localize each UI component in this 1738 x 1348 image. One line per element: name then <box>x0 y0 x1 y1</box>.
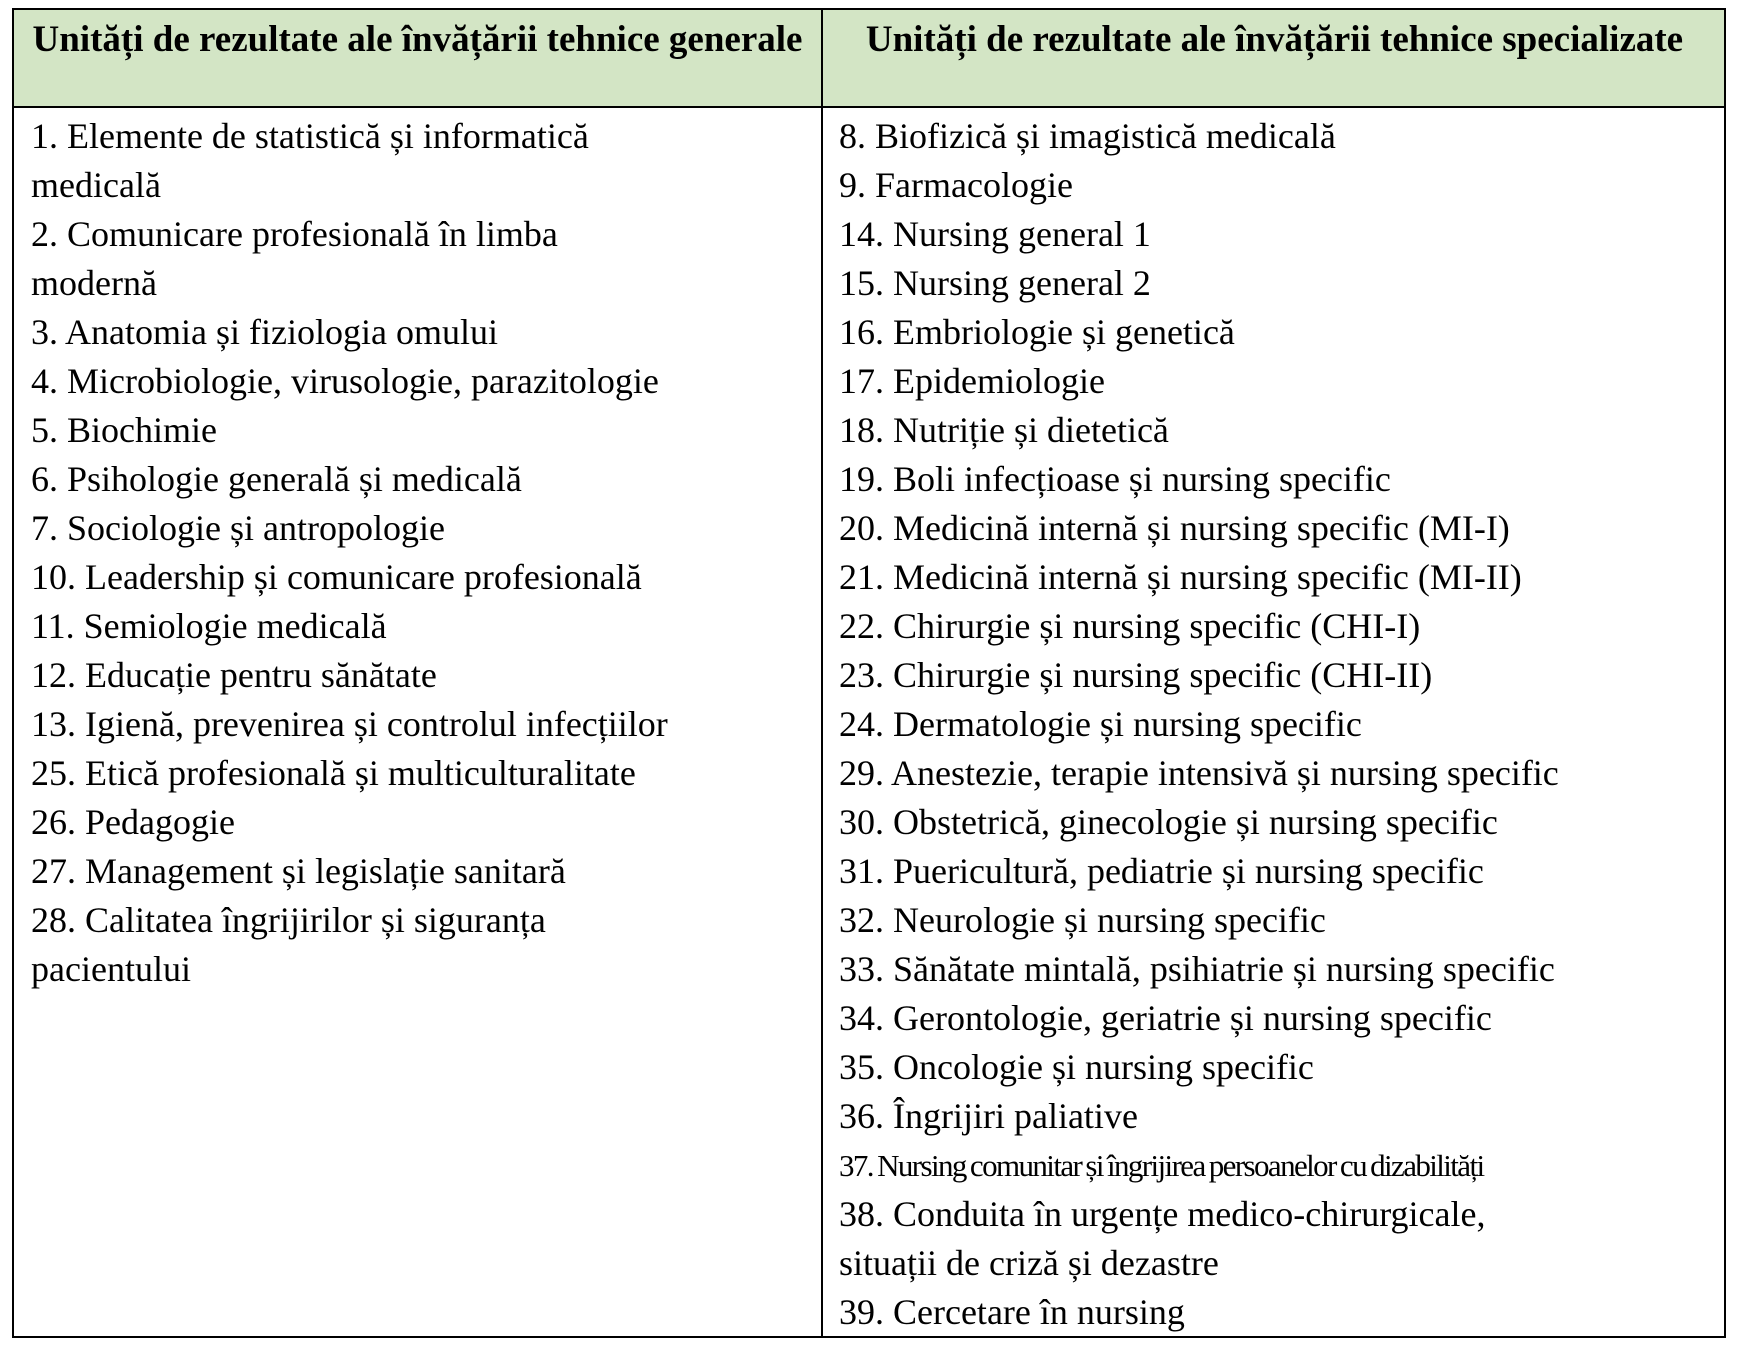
list-item: 18. Nutriție și dietetică <box>839 410 1169 450</box>
list-item: 34. Gerontologie, geriatrie și nursing specific <box>839 998 1492 1038</box>
list-item: 22. Chirurgie și nursing specific (CHI-I) <box>839 606 1421 646</box>
list-item: 27. Management și legislație sanitară <box>31 851 566 891</box>
list-item: 29. Anestezie, terapie intensivă și nursing specific <box>839 753 1559 793</box>
list-item: 6. Psihologie generală și medicală <box>31 459 522 499</box>
header-general-units: Unități de rezultate ale învățării tehnice generale <box>32 19 803 60</box>
list-item: 28. Calitatea îngrijirilor și siguranța pacientului <box>31 900 546 989</box>
list-item: 19. Boli infecțioase și nursing specific <box>839 459 1391 499</box>
specialized-units-cell <box>839 112 1724 1337</box>
list-item: 30. Obstetrică, ginecologie și nursing specific <box>839 802 1498 842</box>
list-item: 4. Microbiologie, virusologie, parazitologie <box>31 361 659 401</box>
list-item: 33. Sănătate mintală, psihiatrie și nursing specific <box>839 949 1555 989</box>
list-item: 37. Nursing comunitar și îngrijirea persoanelor cu dizabilități <box>839 1148 1484 1183</box>
list-item: 9. Farmacologie <box>839 165 1073 205</box>
list-item: 39. Cercetare în nursing <box>839 1292 1185 1332</box>
list-item: 25. Etică profesională și multiculturalitate <box>31 753 636 793</box>
list-item: 20. Medicină internă și nursing specific (MI-I) <box>839 508 1510 548</box>
list-item: 14. Nursing general 1 <box>839 214 1151 254</box>
list-item: 38. Conduita în urgențe medico-chirurgicale, situații de criză și dezastre <box>839 1194 1486 1283</box>
list-item: 13. Igienă, prevenirea și controlul infecțiilor <box>31 704 668 744</box>
list-item: 5. Biochimie <box>31 410 217 450</box>
list-item: 2. Comunicare profesională în limba modernă <box>31 214 558 303</box>
list-item: 10. Leadership și comunicare profesională <box>31 557 642 597</box>
list-item: 3. Anatomia și fiziologia omului <box>31 312 498 352</box>
list-item: 36. Îngrijiri paliative <box>839 1096 1138 1136</box>
list-item: 7. Sociologie și antropologie <box>31 508 445 548</box>
specialized-units-list <box>839 112 1724 1337</box>
table-header-row <box>14 10 1724 108</box>
list-item: 8. Biofizică și imagistică medicală <box>839 116 1336 156</box>
list-item: 31. Puericultură, pediatrie și nursing specific <box>839 851 1484 891</box>
list-item: 21. Medicină internă și nursing specific (MI-II) <box>839 557 1522 597</box>
units-table <box>12 8 1726 1338</box>
list-item: 12. Educație pentru sănătate <box>31 655 437 695</box>
header-specialized-units: Unități de rezultate ale învățării tehnice specializate <box>865 19 1684 60</box>
list-item: 1. Elemente de statistică și informatică medicală <box>31 116 589 205</box>
general-units-cell <box>31 112 816 994</box>
list-item: 24. Dermatologie și nursing specific <box>839 704 1362 744</box>
list-item: 17. Epidemiologie <box>839 361 1105 401</box>
general-units-list <box>31 112 816 994</box>
column-divider <box>821 10 823 1336</box>
list-item: 32. Neurologie și nursing specific <box>839 900 1326 940</box>
list-item: 16. Embriologie și genetică <box>839 312 1235 352</box>
list-item: 15. Nursing general 2 <box>839 263 1151 303</box>
list-item: 35. Oncologie și nursing specific <box>839 1047 1314 1087</box>
list-item: 11. Semiologie medicală <box>31 606 387 646</box>
list-item: 23. Chirurgie și nursing specific (CHI-II) <box>839 655 1433 695</box>
list-item: 26. Pedagogie <box>31 802 235 842</box>
